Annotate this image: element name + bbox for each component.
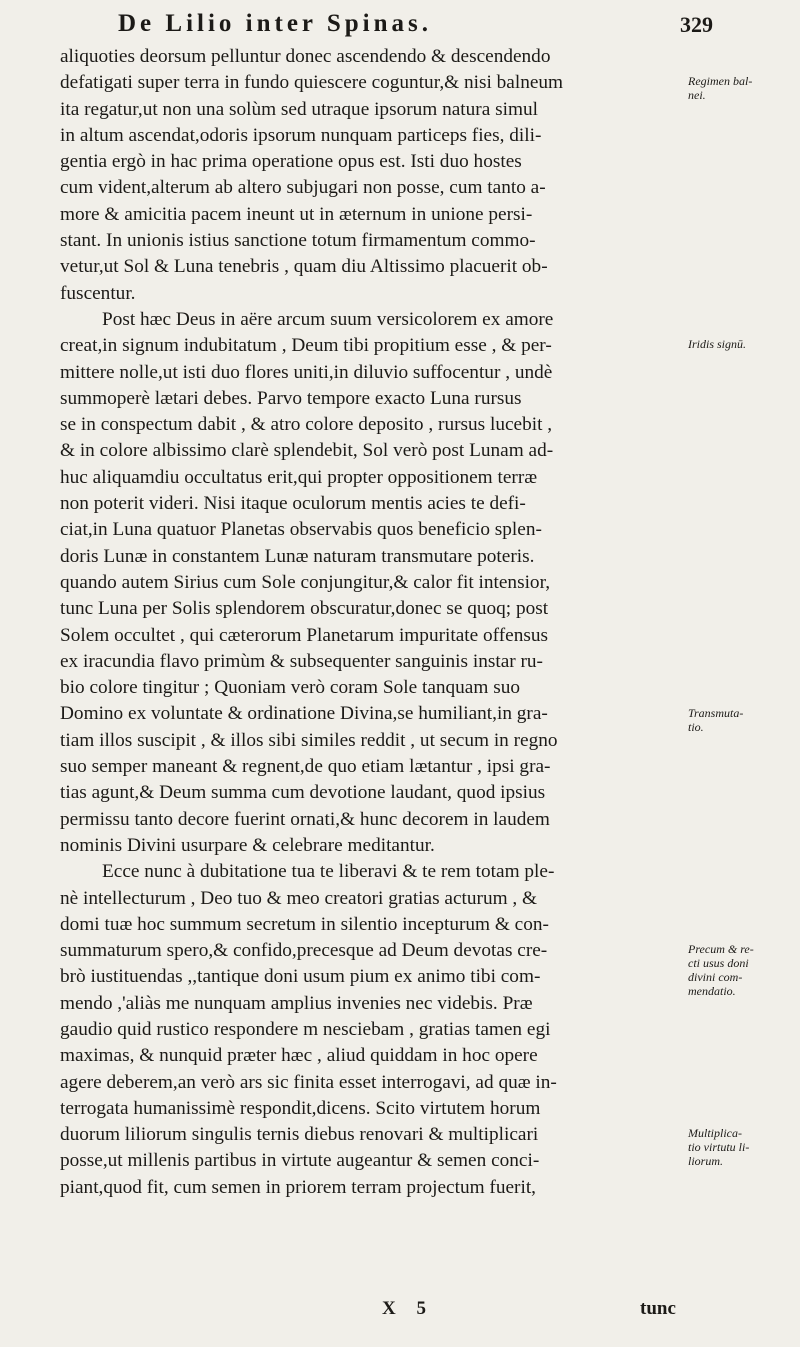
page-footer: [0, 1298, 800, 1328]
text-line: Ecce nunc à dubitatione tua te liberavi & te rem totam ple-: [102, 861, 555, 883]
text-line: stant. In unionis istius sanctione totum firmamentum commo-: [60, 230, 536, 252]
text-line: ex iracundia flavo primùm & subsequenter sanguinis instar ru-: [60, 650, 543, 672]
text-line: Post hæc Deus in aëre arcum suum versicolorem ex amore: [102, 308, 554, 330]
text-line: & in colore albissimo clarè splendebit, Sol verò post Lunam ad-: [60, 440, 554, 462]
margin-note: Precum & re- cti usus doni divini com- mendatio.: [688, 942, 754, 999]
text-line: gentia ergò in hac prima operatione opus est. Isti duo hostes: [60, 151, 522, 173]
text-line: summaturum spero,& confido,precesque ad Deum devotas cre-: [60, 940, 548, 962]
text-line: cum vident,alterum ab altero subjugari non posse, cum tanto a-: [60, 177, 546, 199]
page-number: 329: [680, 12, 713, 37]
margin-note: Transmuta- tio.: [688, 705, 744, 734]
text-line: Solem occultet , qui cæterorum Planetarum impuritate offensus: [60, 624, 548, 646]
text-line: in altum ascendat,odoris ipsorum nunquam particeps fies, dili-: [60, 124, 542, 146]
text-line: bio colore tingitur ; Quoniam verò coram Sole tanquam suo: [60, 677, 520, 699]
text-line: defatigati super terra in fundo quiescere coguntur,& nisi balneum: [60, 72, 564, 94]
text-line: terrogata humanissimè respondit,dicens. Scito virtutem horum: [60, 1097, 541, 1119]
text-line: quando autem Sirius cum Sole conjungitur,& calor fit intensior,: [60, 571, 551, 593]
text-line: aliquoties deorsum pelluntur donec ascendendo & descendendo: [60, 46, 551, 67]
text-line: more & amicitia pacem ineunt ut in æternum in unione persi-: [60, 203, 533, 225]
text-line: doris Lunæ in constantem Lunæ naturam transmutare poteris.: [60, 545, 535, 567]
text-line: duorum liliorum singulis ternis diebus renovari & multiplicari: [60, 1124, 539, 1146]
catchword: tunc: [640, 1298, 676, 1319]
text-line: fuscentur.: [60, 282, 136, 304]
signature-mark: X 5: [382, 1298, 434, 1319]
margin-note: Regimen bal- nei.: [688, 74, 753, 103]
text-line: non poterit videri. Nisi itaque oculorum mentis acies te defi-: [60, 493, 526, 515]
main-text-column: [60, 44, 680, 1201]
text-line: nominis Divini usurpare & celebrare meditantur.: [60, 834, 435, 856]
text-line: se in conspectum dabit , & atro colore deposito , rursus lucebit ,: [60, 414, 553, 436]
text-line: brò iustituendas ,,tantique doni usum pium ex animo tibi com-: [60, 966, 541, 988]
text-line: posse,ut millenis partibus in virtute augeantur & semen conci-: [60, 1150, 540, 1172]
text-line: Domino ex voluntate & ordinatione Divina,se humiliant,in gra-: [60, 703, 548, 725]
text-line: creat,in signum indubitatum , Deum tibi propitium esse , & per-: [60, 335, 552, 357]
text-line: mendo ,'aliàs me nunquam amplius invenies nec videbis. Præ: [60, 992, 533, 1014]
text-line: tiam illos suscipit , & illos sibi similes reddit , ut secum in regno: [60, 729, 558, 751]
text-line: tias agunt,& Deum summa cum devotione laudant, quod ipsius: [60, 782, 546, 804]
text-line: domi tuæ hoc summum secretum in silentio incepturum & con-: [60, 913, 549, 935]
text-line: suo semper maneant & regnent,de quo etiam lætantur , ipsi gra-: [60, 756, 551, 778]
text-line: nè intellecturum , Deo tuo & meo creatori gratias acturum , &: [60, 887, 538, 909]
text-line: huc aliquamdiu occultatus erit,qui propter oppositionem terræ: [60, 466, 538, 488]
margin-note: Iridis signū.: [688, 337, 747, 352]
text-line: maximas, & nunquid præter hæc , aliud quiddam in hoc opere: [60, 1045, 538, 1067]
margin-note: Multiplica- tio virtutu li- liorum.: [688, 1126, 750, 1169]
text-line: mittere nolle,ut isti duo flores uniti,in diluvio suffocentur , undè: [60, 361, 553, 383]
text-line: permissu tanto decore fuerint ornati,& hunc decorem in laudem: [60, 808, 550, 830]
text-line: ita regatur,ut non una solùm sed utraque ipsorum natura simul: [60, 98, 538, 120]
text-line: ciat,in Luna quatuor Planetas observabis quos beneficio splen-: [60, 519, 542, 541]
text-line: piant,quod fit, cum semen in priorem terram projectum fuerit,: [60, 1176, 536, 1198]
text-line: gaudio quid rustico respondere m nesciebam , gratias tamen egi: [60, 1018, 551, 1040]
text-line: tunc Luna per Solis splendorem obscuratur,donec se quoq; post: [60, 598, 549, 620]
text-line: vetur,ut Sol & Luna tenebris , quam diu Altissimo placuerit ob-: [60, 256, 548, 278]
text-line: summoperè lætari debes. Parvo tempore exacto Luna rursus: [60, 387, 522, 409]
page-header: [0, 6, 800, 40]
running-head: De Lilio inter Spinas.: [118, 10, 432, 37]
text-line: agere deberem,an verò ars sic finita esset interrogavi, ad quæ in-: [60, 1071, 557, 1093]
